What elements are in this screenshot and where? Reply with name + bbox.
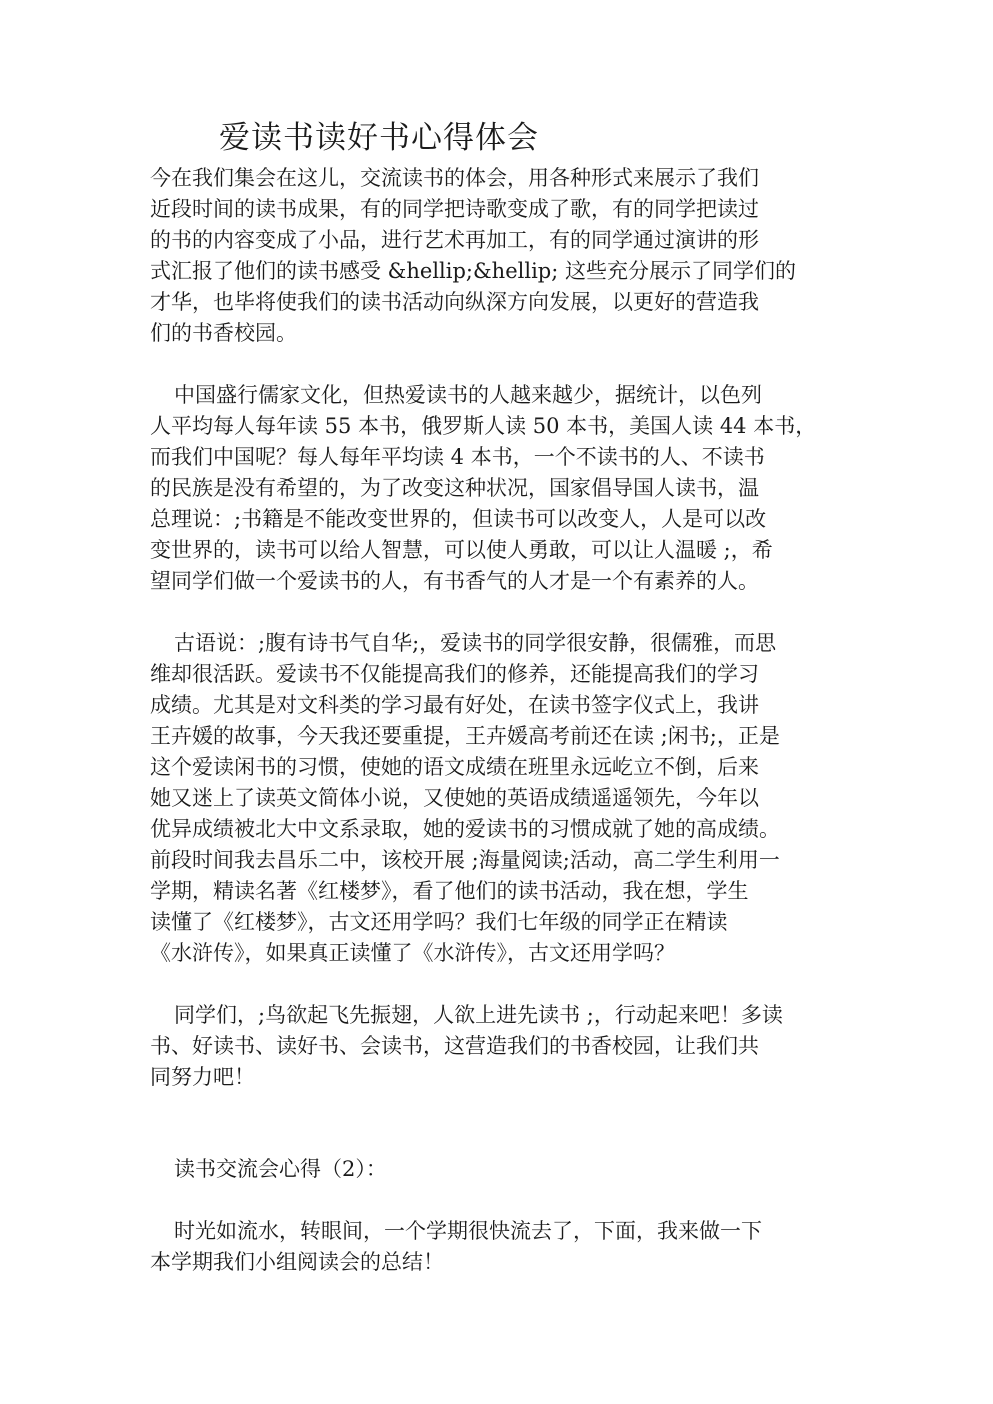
paragraph-line: 她又迷上了读英文简体小说，又使她的英语成绩遥遥领先，今年以 [150, 786, 759, 810]
paragraph-2 [150, 380, 850, 597]
section-heading [150, 1154, 850, 1185]
paragraph-spacer [150, 1093, 850, 1154]
paragraph-1 [150, 163, 850, 349]
paragraph-line: 同努力吧！ [150, 1065, 255, 1089]
paragraph-4 [150, 1000, 850, 1093]
paragraph-6 [150, 1216, 850, 1278]
paragraph-line: 王卉媛的故事，今天我还要重提，王卉媛高考前还在读 ;闲书;，正是 [150, 724, 780, 748]
paragraph-line: 们的书香校园。 [150, 321, 297, 345]
paragraph-line: 同学们，;鸟欲起飞先振翅，人欲上进先读书 ;，行动起来吧！多读 [174, 1003, 783, 1027]
paragraph-line: 优异成绩被北大中文系录取，她的爱读书的习惯成就了她的高成绩。 [150, 817, 780, 841]
paragraph-line: 《水浒传》，如果真正读懂了《水浒传》，古文还用学吗？ [150, 941, 675, 965]
paragraph-line: 望同学们做一个爱读书的人，有书香气的人才是一个有素养的人。 [150, 569, 759, 593]
paragraph-line: 近段时间的读书成果，有的同学把诗歌变成了歌，有的同学把读过 [150, 197, 759, 221]
paragraph-line: 维却很活跃。爱读书不仅能提高我们的修养，还能提高我们的学习 [150, 662, 759, 686]
paragraph-line: 古语说：;腹有诗书气自华;，爱读书的同学很安静，很儒雅，而思 [174, 631, 777, 655]
paragraph-line: 而我们中国呢？每人每年平均读 4 本书，一个不读书的人、不读书 [150, 445, 765, 469]
paragraph-line: 人平均每人每年读 55 本书，俄罗斯人读 50 本书，美国人读 44 本书， [150, 414, 817, 438]
document-body [150, 163, 850, 1278]
paragraph-line: 中国盛行儒家文化，但热爱读书的人越来越少，据统计，以色列 [174, 383, 762, 407]
paragraph-line: 的民族是没有希望的，为了改变这种状况，国家倡导国人读书，温 [150, 476, 759, 500]
paragraph-line: 书、好读书、读好书、会读书，这营造我们的书香校园，让我们共 [150, 1034, 759, 1058]
paragraph-line: 变世界的，读书可以给人智慧，可以使人勇敢，可以让人温暖 ;，希 [150, 538, 773, 562]
paragraph-line: 读懂了《红楼梦》，古文还用学吗？我们七年级的同学正在精读 [150, 910, 728, 934]
paragraph-line: 的书的内容变成了小品，进行艺术再加工，有的同学通过演讲的形 [150, 228, 759, 252]
paragraph-3 [150, 628, 850, 969]
paragraph-line: 总理说：;书籍是不能改变世界的，但读书可以改变人，人是可以改 [150, 507, 767, 531]
paragraph-line: 今在我们集会在这儿，交流读书的体会，用各种形式来展示了我们 [150, 166, 759, 190]
document-title: 爱读书读好书心得体会 [219, 120, 539, 156]
paragraph-line: 式汇报了他们的读书感受 &hellip;&hellip; 这些充分展示了同学们的 [150, 259, 796, 283]
paragraph-line: 时光如流水，转眼间，一个学期很快流去了，下面，我来做一下 [174, 1219, 762, 1243]
paragraph-line: 才华，也毕将使我们的读书活动向纵深方向发展，以更好的营造我 [150, 290, 759, 314]
paragraph-line: 学期，精读名著《红楼梦》，看了他们的读书活动，我在想，学生 [150, 879, 749, 903]
paragraph-spacer [150, 597, 850, 628]
paragraph-line: 本学期我们小组阅读会的总结！ [150, 1250, 444, 1274]
paragraph-spacer [150, 1185, 850, 1216]
paragraph-line: 成绩。尤其是对文科类的学习最有好处，在读书签字仪式上，我讲 [150, 693, 759, 717]
section-heading-text: 读书交流会心得（2）： [174, 1157, 387, 1181]
paragraph-spacer [150, 969, 850, 1000]
paragraph-spacer [150, 349, 850, 380]
paragraph-line: 这个爱读闲书的习惯，使她的语文成绩在班里永远屹立不倒，后来 [150, 755, 759, 779]
paragraph-line: 前段时间我去昌乐二中，该校开展 ;海量阅读;活动，高二学生利用一 [150, 848, 780, 872]
